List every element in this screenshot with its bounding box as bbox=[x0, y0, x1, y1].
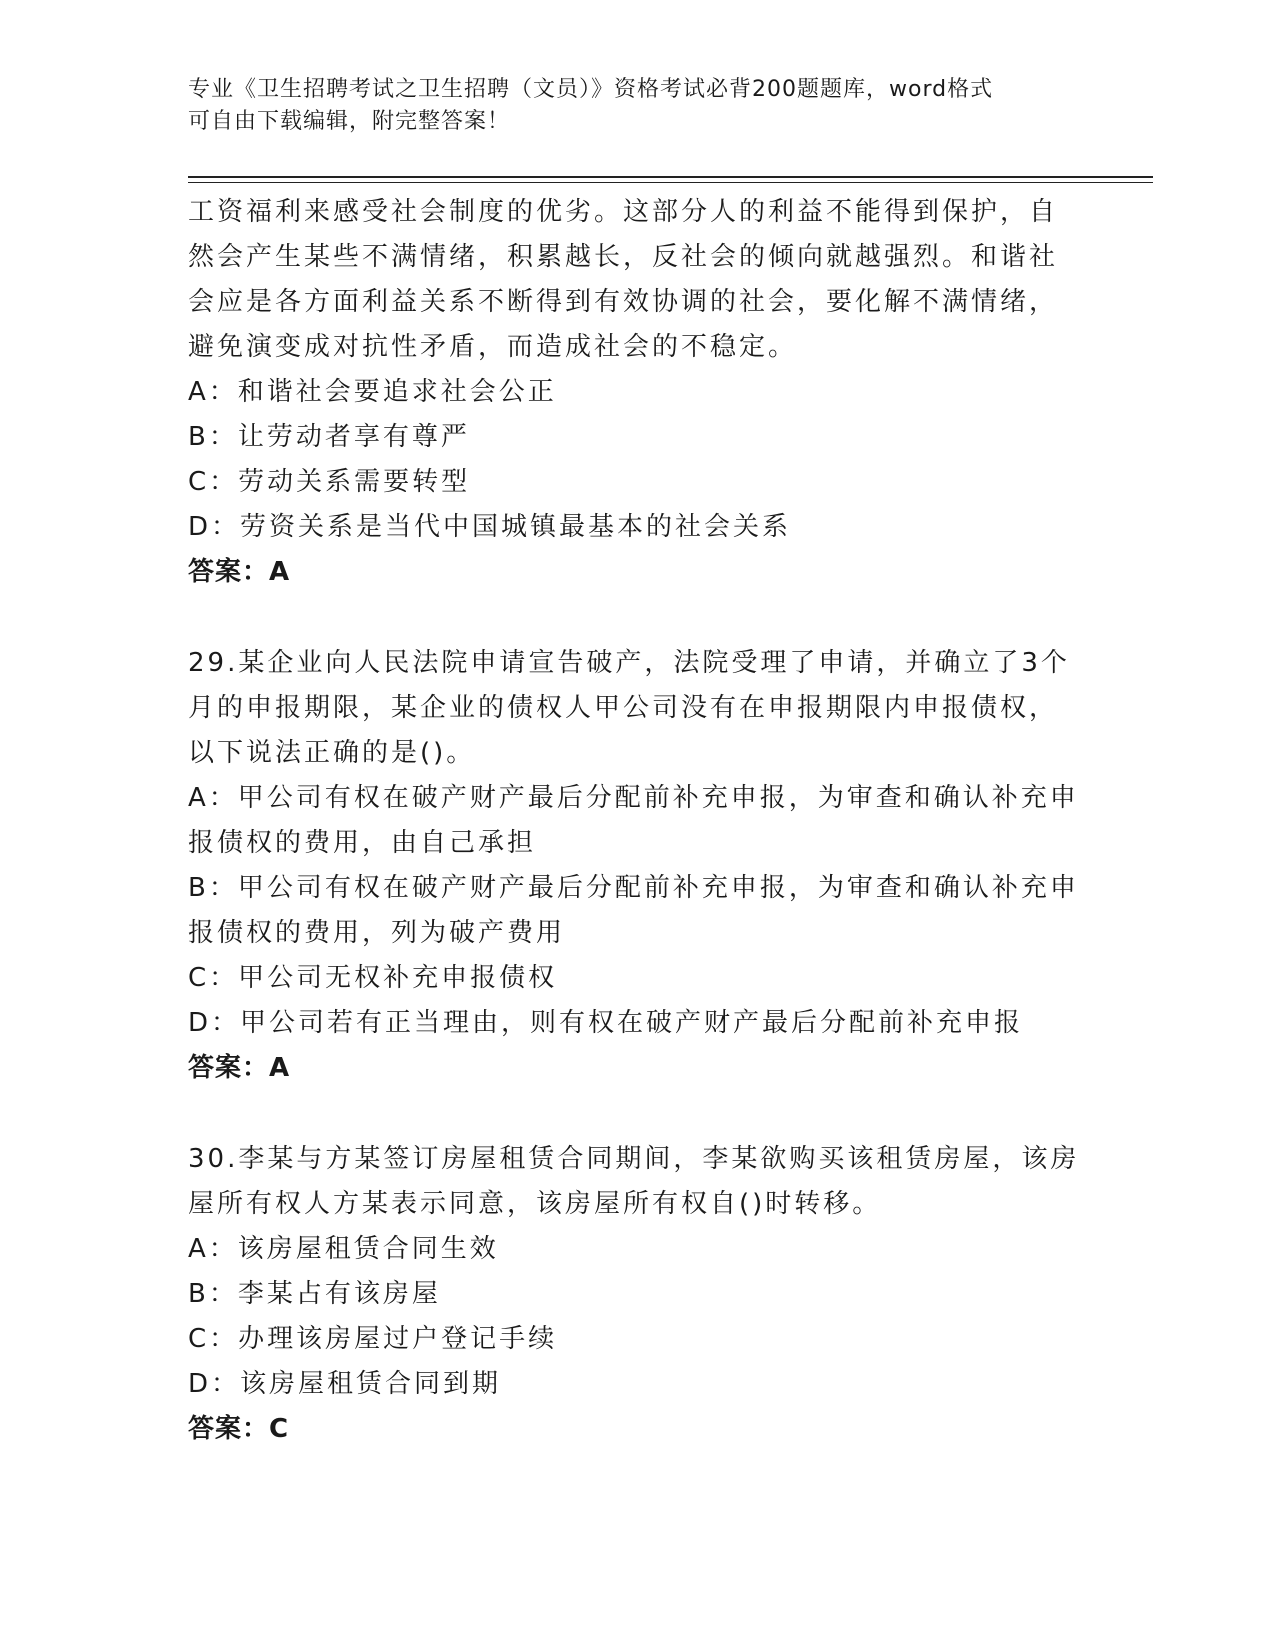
document-body bbox=[188, 190, 1088, 1452]
option-a: A：该房屋租赁合同生效 bbox=[188, 1234, 499, 1264]
question-spacer bbox=[188, 1091, 1088, 1137]
question-29 bbox=[188, 641, 1088, 1091]
option-b: B：甲公司有权在破产财产最后分配前补充申报，为审查和确认补充申 bbox=[188, 873, 1079, 903]
option-a: A：和谐社会要追求社会公正 bbox=[188, 377, 557, 407]
answer-line: 答案：A bbox=[188, 557, 291, 587]
question-text-line: 避免演变成对抗性矛盾，而造成社会的不稳定。 bbox=[188, 332, 798, 362]
question-text-line: 工资福利来感受社会制度的优劣。这部分人的利益不能得到保护，自 bbox=[188, 197, 1059, 227]
option-b: B：让劳动者享有尊严 bbox=[188, 422, 470, 452]
option-c: C：劳动关系需要转型 bbox=[188, 467, 471, 497]
question-text-line: 会应是各方面利益关系不断得到有效协调的社会，要化解不满情绪， bbox=[188, 287, 1059, 317]
question-text-line: 29.某企业向人民法院申请宣告破产，法院受理了申请，并确立了3个 bbox=[188, 648, 1070, 678]
option-c: C：办理该房屋过户登记手续 bbox=[188, 1324, 558, 1354]
question-28-continued bbox=[188, 190, 1088, 595]
question-text-line: 30.李某与方某签订房屋租赁合同期间，李某欲购买该租赁房屋，该房 bbox=[188, 1144, 1080, 1174]
question-30 bbox=[188, 1137, 1088, 1452]
option-d: D：该房屋租赁合同到期 bbox=[188, 1369, 502, 1399]
question-text-line: 以下说法正确的是()。 bbox=[188, 738, 476, 768]
document-header bbox=[188, 74, 1088, 138]
header-title-line-2: 可自由下载编辑，附完整答案！ bbox=[188, 109, 511, 134]
header-rule-thick bbox=[188, 176, 1153, 178]
option-a-continued: 报债权的费用，由自己承担 bbox=[188, 828, 537, 858]
option-d: D：劳资关系是当代中国城镇最基本的社会关系 bbox=[188, 512, 792, 542]
option-b: B：李某占有该房屋 bbox=[188, 1279, 441, 1309]
answer-line: 答案：A bbox=[188, 1053, 291, 1083]
question-spacer bbox=[188, 595, 1088, 641]
option-d: D：甲公司若有正当理由，则有权在破产财产最后分配前补充申报 bbox=[188, 1008, 1024, 1038]
option-c: C：甲公司无权补充申报债权 bbox=[188, 963, 558, 993]
question-text-line: 屋所有权人方某表示同意，该房屋所有权自()时转移。 bbox=[188, 1189, 882, 1219]
answer-line: 答案：C bbox=[188, 1414, 290, 1444]
question-text-line: 月的申报期限，某企业的债权人甲公司没有在申报期限内申报债权， bbox=[188, 693, 1059, 723]
option-b-continued: 报债权的费用，列为破产费用 bbox=[188, 918, 566, 948]
header-rule-thin bbox=[188, 182, 1153, 183]
option-a: A：甲公司有权在破产财产最后分配前补充申报，为审查和确认补充申 bbox=[188, 783, 1079, 813]
question-text-line: 然会产生某些不满情绪，积累越长，反社会的倾向就越强烈。和谐社 bbox=[188, 242, 1059, 272]
header-title-line-1: 专业《卫生招聘考试之卫生招聘（文员）》资格考试必背200题题库，word格式 bbox=[188, 77, 994, 102]
